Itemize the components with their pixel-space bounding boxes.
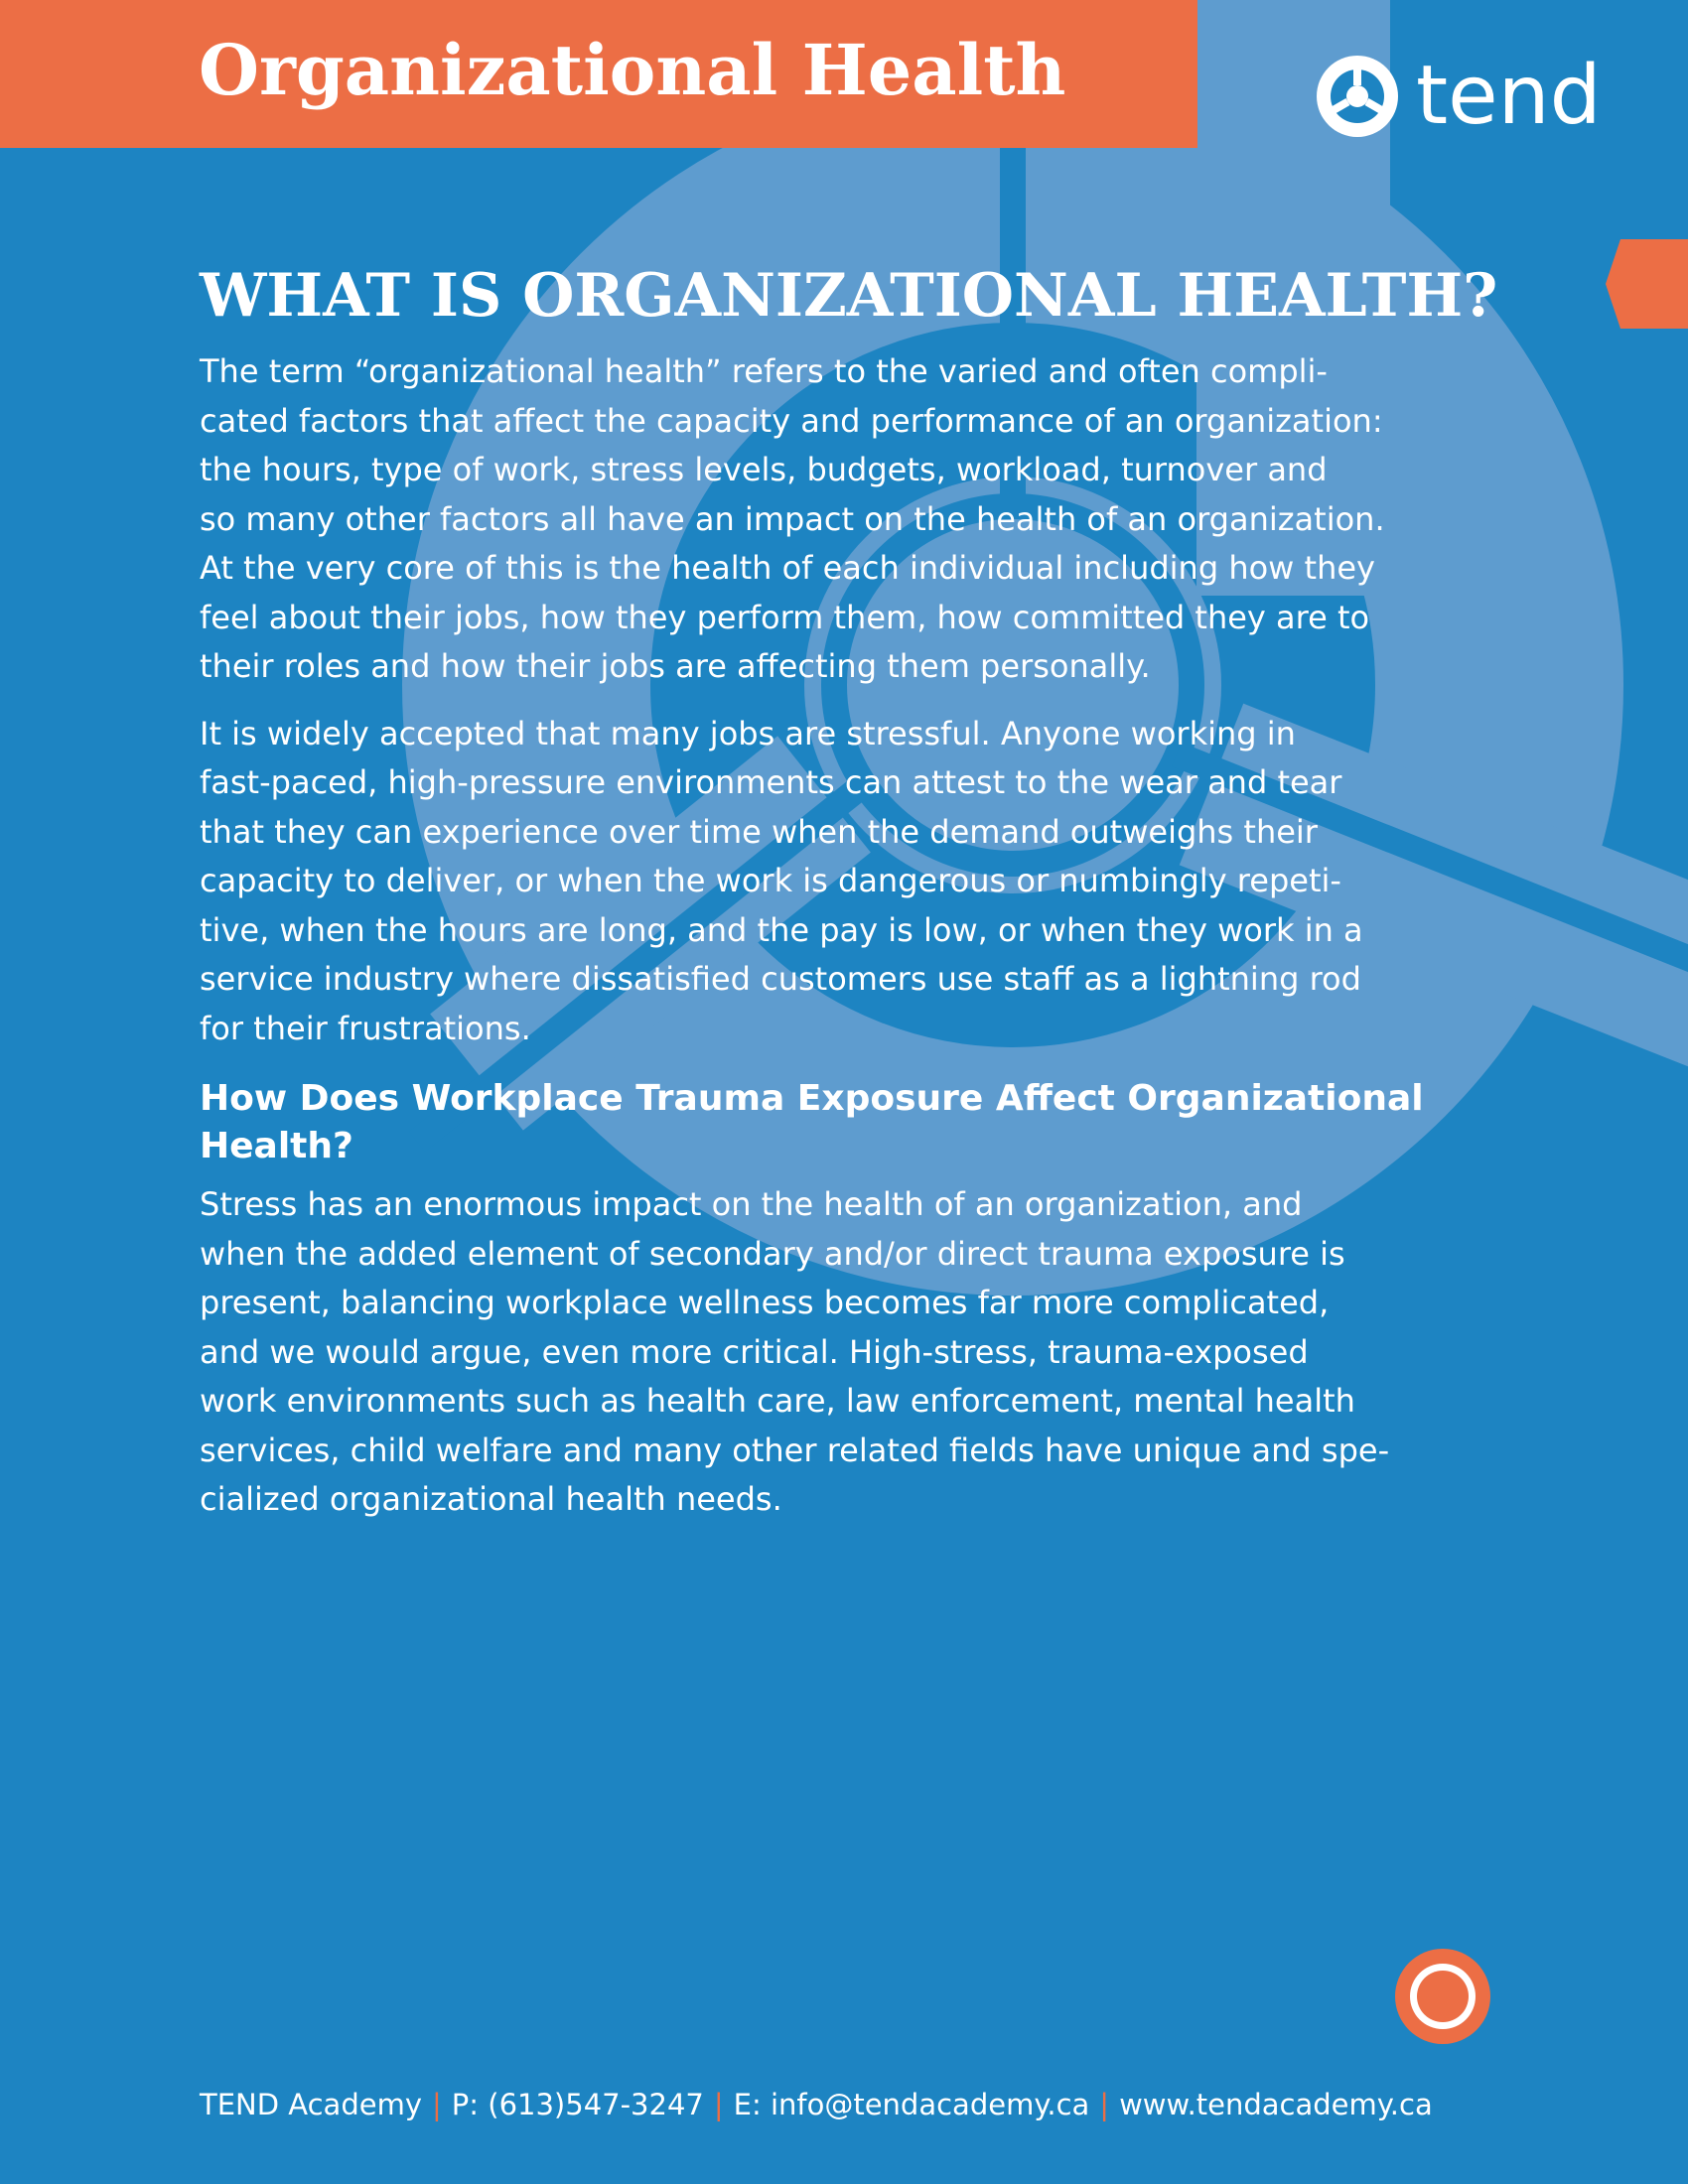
tend-logo-icon [1317, 56, 1398, 137]
paragraph-trauma: Stress has an enormous impact on the health of an organization, and when the added element of secondary and/or direct trauma exposure is present, balancing workplace wellness becomes far more complicated, and we would argue, even more critical. High-stress, trauma-exposed work environments such as health care, law enforcement, mental health services, child welfare and many other related fields have unique and spe- cialized organizational health needs. [200, 1185, 1390, 1518]
footer-org: TEND Academy [200, 2088, 422, 2121]
paragraph-intro: The term “organizational health” refers to the varied and often compli- cated factors that affect the capacity and performance of an organization: the hours, type of work, stress levels, budgets, workload, turnover and so many other factors all have an impact on the health of an organization. At the very core of this is the health of each individual including how they feel about their jobs, how they perform them, how committed they are to their roles and how their jobs are affecting them personally. [200, 352, 1385, 685]
banner-title: Organizational Health [199, 29, 1066, 111]
footer-phone: P: (613)547-3247 [451, 2088, 704, 2121]
header-banner [0, 0, 1197, 148]
footer-contact [200, 2085, 1590, 2124]
orange-ring-icon [1395, 1949, 1490, 2044]
logo-wordmark: tend [1416, 49, 1602, 143]
footer-website: www.tendacademy.ca [1119, 2088, 1433, 2121]
section-subheading: How Does Workplace Trauma Exposure Affect Organizational Health? [200, 1078, 1424, 1166]
footer-email: E: info@tendacademy.ca [733, 2088, 1090, 2121]
footer-separator: | [432, 2088, 442, 2121]
tend-logo [1317, 49, 1602, 143]
paragraph-stress: It is widely accepted that many jobs are stressful. Anyone working in fast-paced, high-pressure environments can attest to the wear and tear that they can experience over time when the demand outweighs their capacity to deliver, or when the work is dangerous or numbingly repeti- tive, when the hours are long, and the pay is low, or when they work in a service industry where dissatisfied customers use staff as a lightning rod for their frustrations. [200, 714, 1363, 1047]
main-content [200, 256, 1500, 1525]
page-heading: WHAT IS ORGANIZATIONAL HEALTH? [200, 261, 1498, 331]
side-tab-marker [1606, 239, 1688, 329]
footer-separator: | [1099, 2088, 1110, 2121]
footer-separator: | [713, 2088, 724, 2121]
